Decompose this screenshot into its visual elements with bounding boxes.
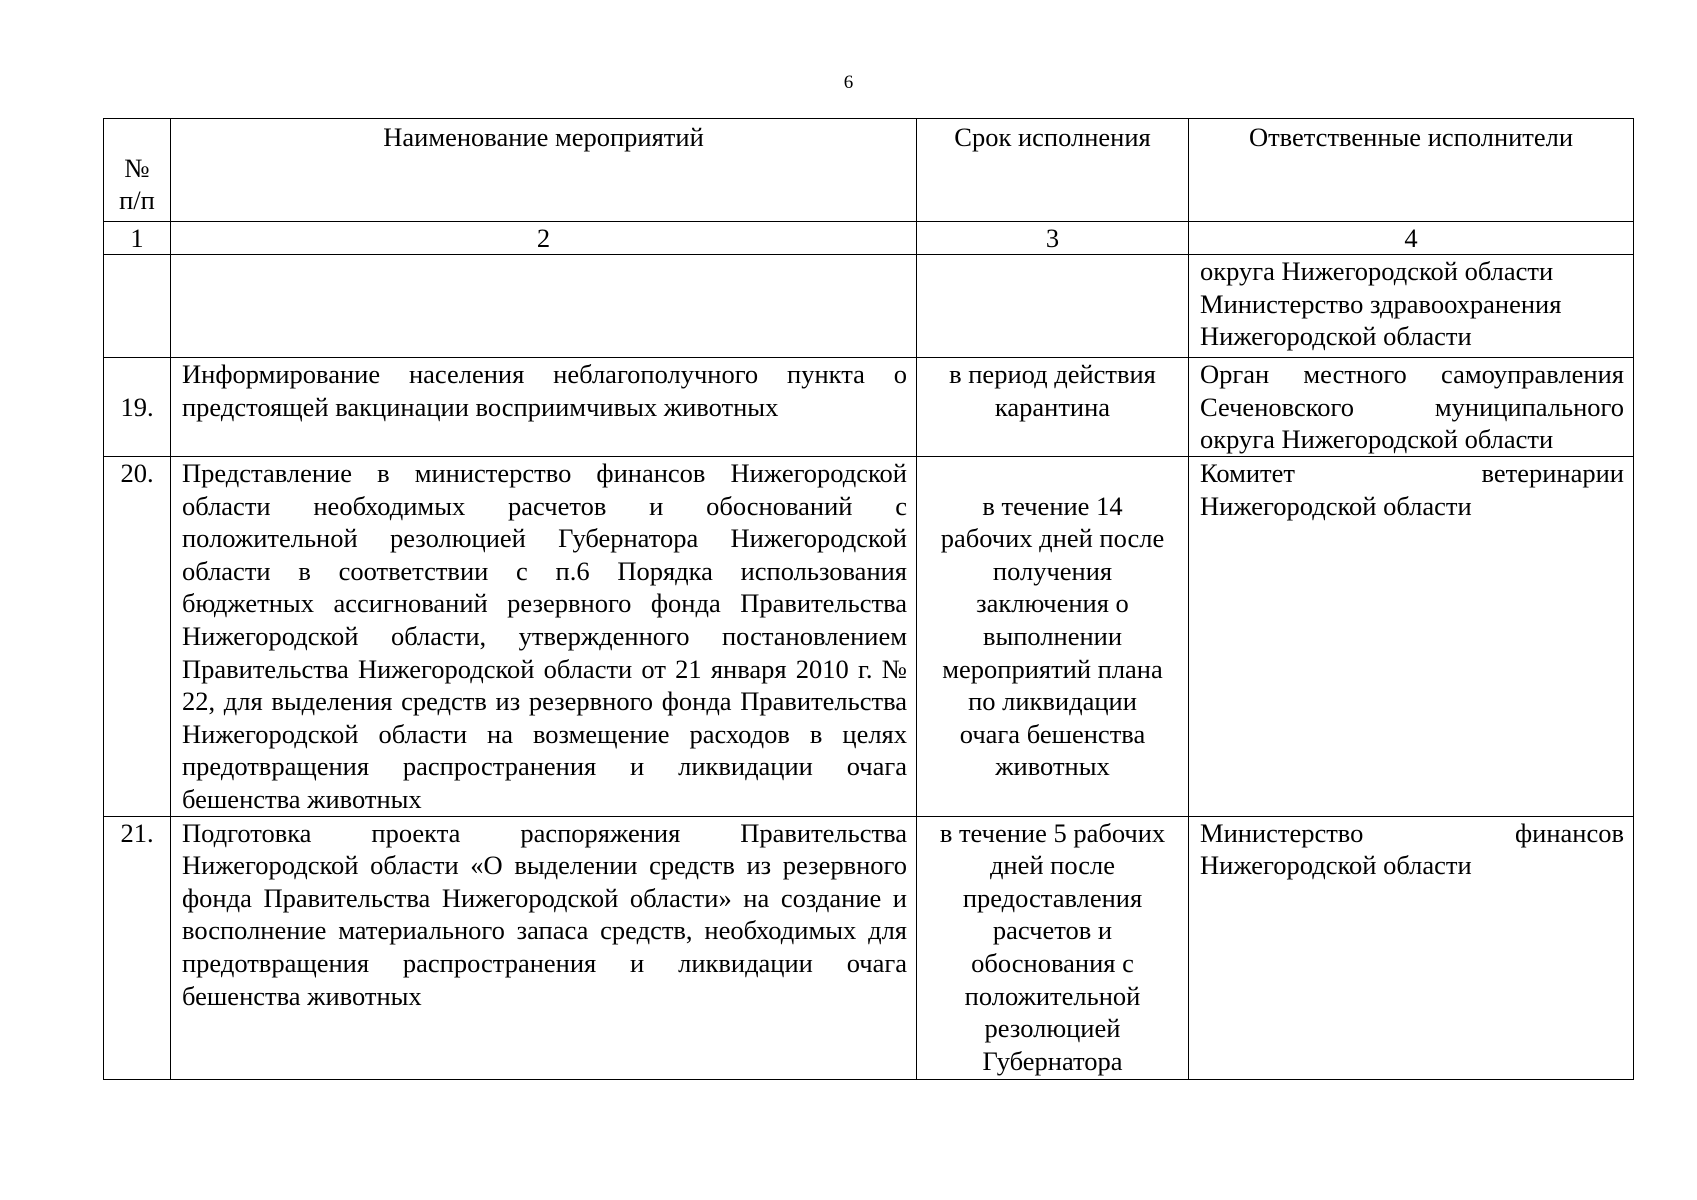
term-line: положительной [964,980,1141,1011]
table-row [104,816,1634,1079]
table-header-row [104,119,1634,222]
header-term-cell: Срок исполнения [917,119,1189,222]
row-responsible-cell: Министерство финансов Нижегородской области [1189,816,1634,1079]
column-index-row [104,222,1634,255]
header-number-label: п/п [119,185,155,216]
responsible-line: округа Нижегородской области [1200,256,1554,286]
row-term-cell [917,457,1189,817]
row-name-cell: Представление в министерство финансов Нижегородской области необходимых расчетов и обоснований с положительной резолюцией Губернатора Нижегородской области в соответствии с п.6 Порядка использования бюджетных ассигнований резервного фонда Правительства Нижегородской области, утвержденного постановлением Правительства Нижегородской области от 21 января 2010 г. № 22, для выделения средств из резервного фонда Правительства Нижегородской области на возмещение расходов в целях предотвращения распространения и ликвидации очага бешенства животных [171,457,917,817]
header-number-cell [104,119,171,222]
term-line: дней после [989,850,1116,881]
row-responsible-cell: Орган местного самоуправления Сеченовского муниципального округа Нижегородской области [1189,358,1634,457]
row-term-cell [917,255,1189,358]
term-line: в период действия [949,359,1156,389]
row-number-cell: 20. [104,457,171,817]
row-name-cell: Информирование населения неблагополучного пункта о предстоящей вакцинации восприимчивых животных [171,358,917,457]
responsible-line: Министерство здравоохранения [1200,288,1562,319]
measures-table [103,118,1634,1080]
table-row-continuation [104,255,1634,358]
responsible-line: Нижегородской области [1200,321,1472,352]
row-name-cell [171,255,917,358]
header-responsible-cell: Ответственные исполнители [1189,119,1634,222]
term-line: в течение 14 [982,490,1123,521]
term-line: резолюцией [984,1013,1121,1044]
term-line: рабочих дней после [940,523,1165,554]
term-line: животных [995,751,1110,782]
row-number-cell: 19. [104,358,171,457]
term-line: предоставления [962,882,1143,913]
header-number-symbol: № [124,152,150,183]
header-name-cell: Наименование мероприятий [171,119,917,222]
row-name-cell: Подготовка проекта распоряжения Правительства Нижегородской области «О выделении средств из резервного фонда Правительства Нижегородской области» на создание и восполнение материального запаса средств, необходимых для предотвращения распространения и ликвидации очага бешенства животных [171,816,917,1079]
row-number-cell [104,255,171,358]
page-number: 6 [843,72,854,93]
term-line: мероприятий плана [942,653,1163,684]
term-line: Губернатора [982,1045,1123,1076]
term-line: расчетов и [992,915,1113,946]
term-line: обоснования с [971,947,1134,978]
column-index: 4 [1404,223,1418,253]
column-index-cell [171,222,917,255]
column-index-cell [1189,222,1634,255]
row-responsible-cell [1189,255,1634,358]
table-row [104,457,1634,817]
term-line: получения [992,555,1113,586]
term-line: заключения о [976,588,1129,619]
column-index: 2 [536,223,551,253]
term-line: по ликвидации [968,686,1137,717]
term-line: карантина [994,391,1111,422]
row-number-cell: 21. [104,816,171,1079]
column-index: 1 [130,223,144,253]
term-line: выполнении [982,620,1123,651]
column-index: 3 [1045,223,1060,253]
table-row [104,358,1634,457]
column-index-cell [917,222,1189,255]
term-line: очага бешенства [959,718,1146,749]
term-line: в течение 5 рабочих [939,817,1166,848]
row-responsible-cell: Комитет ветеринарии Нижегородской области [1189,457,1634,817]
row-term-cell [917,358,1189,457]
column-index-cell [104,222,171,255]
row-term-cell [917,816,1189,1079]
